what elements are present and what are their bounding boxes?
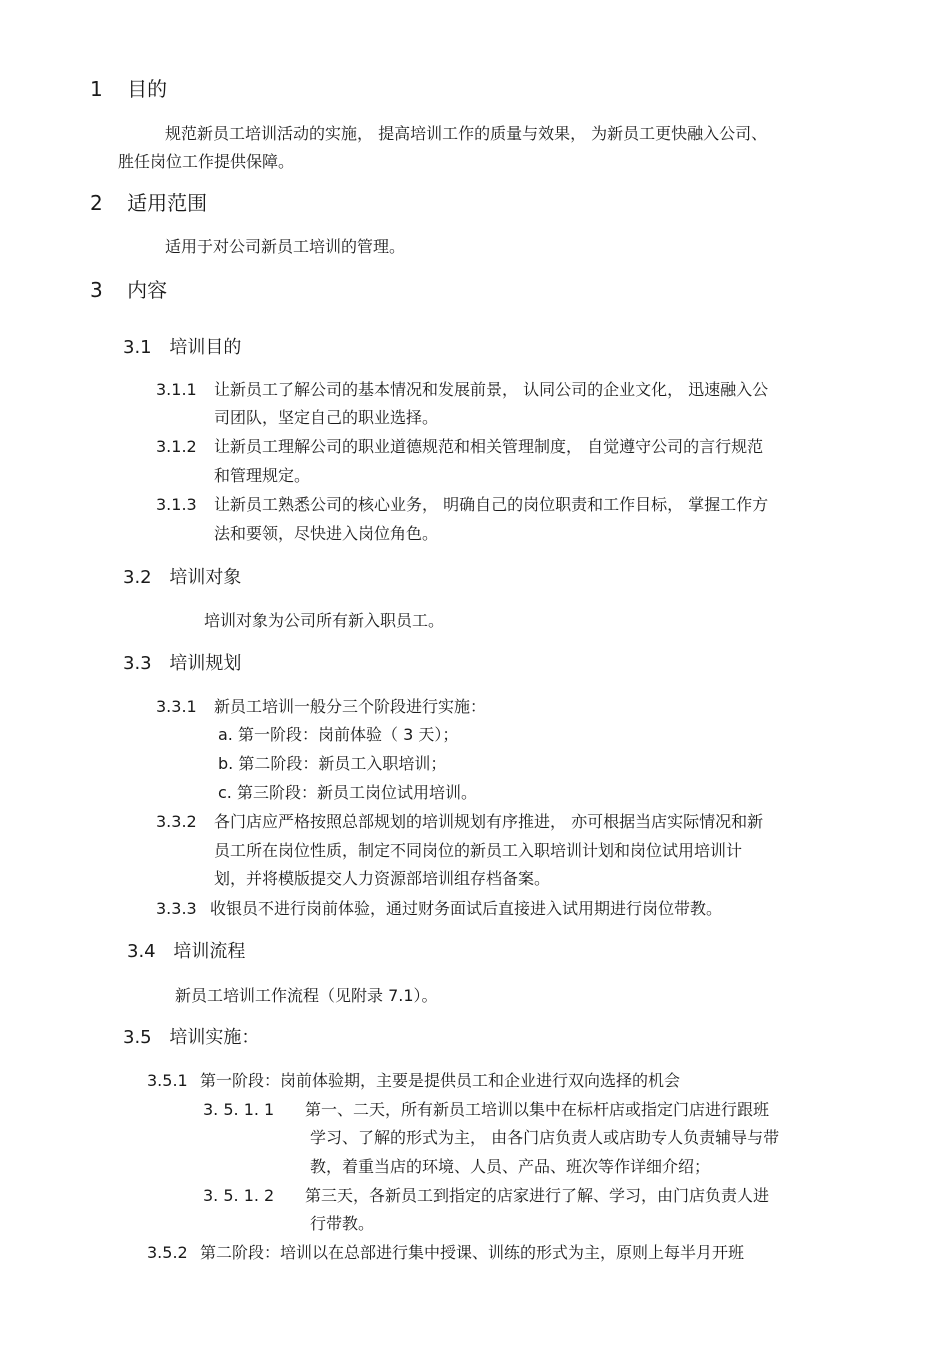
list-item: a. 第一阶段：岗前体验（ 3 天）； — [218, 725, 459, 744]
subitem-text: 学习、了解的形式为主， 由各门店负责人或店助专人负责辅导与带 — [310, 1128, 780, 1147]
subitem-number: 3. 5. 1. 1 — [203, 1100, 275, 1119]
item-number: 3.3.1 — [156, 697, 197, 716]
subsection-title: 培训目的 — [169, 337, 242, 358]
subitem-text: 第三天，各新员工到指定的店家进行了解、学习，由门店负责人进 — [305, 1186, 770, 1205]
item-text: 第二阶段：培训以在总部进行集中授课、训练的形式为主，原则上每半月开班 — [200, 1243, 745, 1262]
item-number: 3.5.2 — [147, 1243, 188, 1262]
item-number: 3.1.1 — [156, 380, 197, 399]
subitem-text: 教，着重当店的环境、人员、产品、班次等作详细介绍； — [310, 1157, 711, 1176]
subsection-3-1-heading — [123, 337, 241, 359]
item-text: 和管理规定。 — [214, 466, 311, 485]
list-item: b. 第二阶段：新员工入职培训； — [218, 754, 447, 773]
paragraph: 适用于对公司新员工培训的管理。 — [165, 237, 406, 256]
subsection-title: 培训对象 — [169, 567, 242, 588]
list-item: c. 第三阶段：新员工岗位试用培训。 — [218, 783, 477, 802]
section-number: 1 — [90, 77, 103, 101]
item-text: 各门店应严格按照总部规划的培训规划有序推进， 亦可根据当店实际情况和新 — [214, 812, 764, 831]
item-text: 第一阶段：岗前体验期，主要是提供员工和企业进行双向选择的机会 — [200, 1071, 681, 1090]
subsection-number: 3.2 — [123, 567, 152, 588]
subitem-text: 第一、二天，所有新员工培训以集中在标杆店或指定门店进行跟班 — [305, 1100, 770, 1119]
paragraph: 胜任岗位工作提供保障。 — [118, 152, 295, 171]
subsection-3-2-heading — [123, 567, 241, 589]
item-text: 法和要领，尽快进入岗位角色。 — [214, 524, 439, 543]
subsection-title: 培训流程 — [173, 941, 246, 962]
subsection-title: 培训实施： — [169, 1027, 260, 1048]
subitem-text: 行带教。 — [310, 1214, 375, 1233]
subsection-3-5-heading — [123, 1027, 259, 1049]
subitem-number: 3. 5. 1. 2 — [203, 1186, 275, 1205]
section-3-heading — [90, 278, 167, 302]
subsection-number: 3.1 — [123, 337, 152, 358]
section-number: 2 — [90, 191, 103, 215]
item-text: 员工所在岗位性质，制定不同岗位的新员工入职培训计划和岗位试用培训计 — [214, 841, 743, 860]
item-text: 划，并将模版提交人力资源部培训组存档备案。 — [214, 869, 551, 888]
item-number: 3.1.3 — [156, 495, 197, 514]
item-number: 3.1.2 — [156, 437, 197, 456]
section-2-heading — [90, 191, 207, 215]
paragraph: 培训对象为公司所有新入职员工。 — [204, 611, 445, 630]
subsection-title: 培训规划 — [169, 653, 242, 674]
item-text: 让新员工熟悉公司的核心业务， 明确自己的岗位职责和工作目标， 掌握工作方 — [214, 495, 769, 514]
item-number: 3.5.1 — [147, 1071, 188, 1090]
subsection-3-3-heading — [123, 653, 241, 675]
paragraph: 规范新员工培训活动的实施， 提高培训工作的质量与效果， 为新员工更快融入公司、 — [165, 124, 768, 143]
section-1-heading — [90, 77, 167, 101]
section-number: 3 — [90, 278, 103, 302]
section-title: 内容 — [127, 278, 168, 302]
item-text: 收银员不进行岗前体验，通过财务面试后直接进入试用期进行岗位带教。 — [210, 899, 723, 918]
item-number: 3.3.3 — [156, 899, 197, 918]
section-title: 适用范围 — [127, 191, 208, 215]
subsection-3-4-heading — [127, 941, 245, 963]
subsection-number: 3.4 — [127, 941, 156, 962]
item-text: 新员工培训一般分三个阶段进行实施： — [214, 697, 487, 716]
section-title: 目的 — [127, 77, 168, 101]
item-text: 司团队，坚定自己的职业选择。 — [214, 408, 439, 427]
subsection-number: 3.3 — [123, 653, 152, 674]
item-text: 让新员工理解公司的职业道德规范和相关管理制度， 自觉遵守公司的言行规范 — [214, 437, 764, 456]
item-number: 3.3.2 — [156, 812, 197, 831]
paragraph: 新员工培训工作流程（见附录 7.1）。 — [175, 986, 438, 1005]
subsection-number: 3.5 — [123, 1027, 152, 1048]
item-text: 让新员工了解公司的基本情况和发展前景， 认同公司的企业文化， 迅速融入公 — [214, 380, 769, 399]
